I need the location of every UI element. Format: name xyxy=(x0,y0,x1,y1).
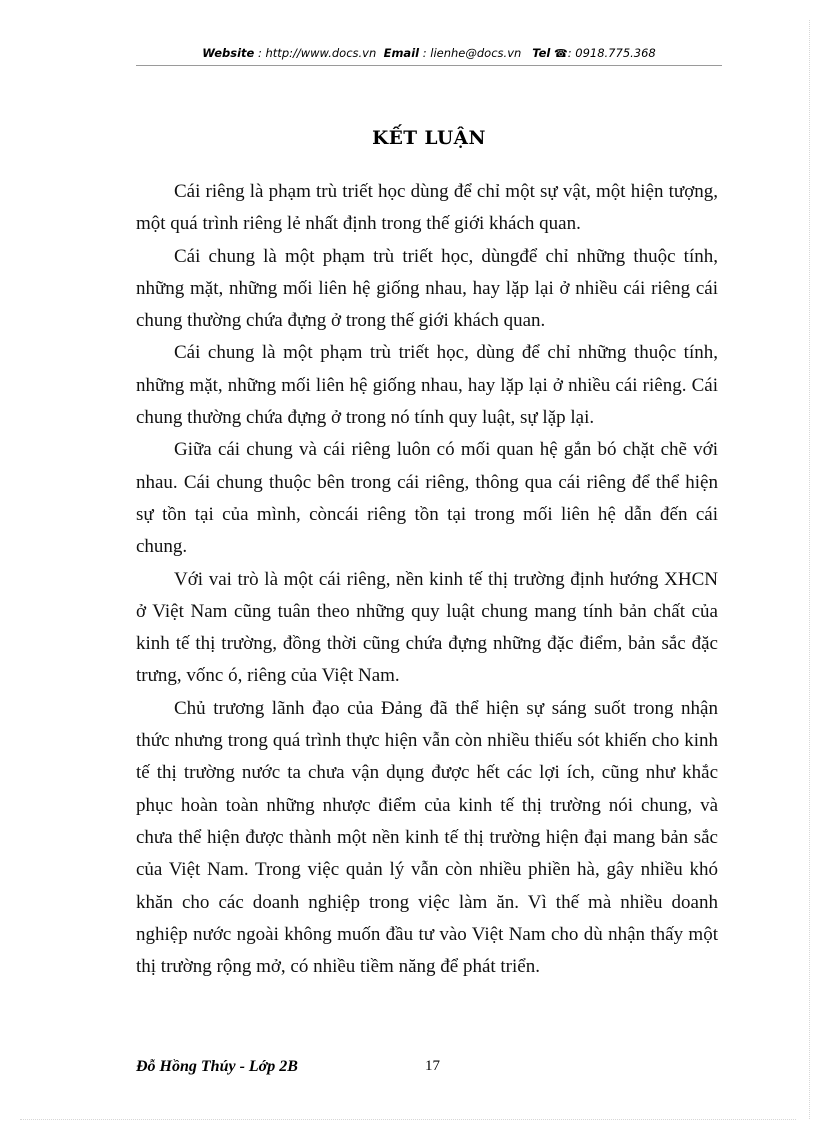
website-value: : http://www.docs.vn xyxy=(257,46,377,60)
paragraph: Giữa cái chung và cái riêng luôn có mối quan hệ gắn bó chặt chẽ với nhau. Cái chung thuộc bên trong cái riêng, thông qua cái riêng để thể hiện sự tồn tại của mình, còncái riêng tồn tại trong mối liên hệ dẫn đến cái chung. xyxy=(136,439,718,558)
page-border-right xyxy=(809,20,810,1119)
section-title: KẾT LUẬN xyxy=(372,128,486,149)
paragraph: Cái riêng là phạm trù triết học dùng để chỉ một sự vật, một hiện tượng, một quá trình riêng lẻ nhất định trong thế giới khách quan. xyxy=(136,181,718,235)
header-divider xyxy=(136,65,722,66)
paragraph: Cái chung là một phạm trù triết học, dùng để chỉ những thuộc tính, những mặt, những mối liên hệ giống nhau, hay lặp lại ở nhiều cái riêng. Cái chung thường chứa đựng ở trong nó tính quy luật, sự lặp lại. xyxy=(136,342,718,429)
tel-value: : 0918.775.368 xyxy=(567,46,656,60)
tel-label: Tel xyxy=(532,46,551,60)
paragraph: Cái chung là một phạm trù triết học, dùngđể chỉ những thuộc tính, những mặt, những mối liên hệ giống nhau, hay lặp lại ở nhiều cái riêng cái chung thường chứa đựng ở trong thế giới khách quan. xyxy=(136,245,718,332)
phone-icon: ☎ xyxy=(554,47,568,60)
page-header xyxy=(136,46,722,60)
page-number: 17 xyxy=(425,1058,440,1074)
page-border-bottom xyxy=(20,1119,796,1120)
email-value: : lienhe@docs.vn xyxy=(422,46,522,60)
body-text xyxy=(136,176,718,983)
footer-author: Đỗ Hồng Thúy - Lớp 2B xyxy=(136,1058,298,1075)
paragraph: Chủ trương lãnh đạo của Đảng đã thể hiện sự sáng suốt trong nhận thức nhưng trong quá trình thực hiện vẫn còn nhiều thiếu sót khiến cho kinh tế thị trường nước ta chưa vận dụng được hết các lợi ích, cũng như khắc phục hoàn toàn những nhược điểm của kinh tế thị trường nói chung, và chưa thể hiện được thành một nền kinh tế thị trường hiện đại mang bản sắc của Việt Nam. Trong việc quản lý vẫn còn nhiều phiền hà, gây nhiều khó khăn cho các doanh nghiệp trong việc làm ăn. Vì thế mà nhiều doanh nghiệp nước ngoài không muốn đầu tư vào Việt Nam cho dù nhận thấy một thị trường rộng mở, có nhiều tiềm năng để phát triển. xyxy=(136,697,718,978)
website-label: Website xyxy=(202,46,255,60)
paragraph: Với vai trò là một cái riêng, nền kinh tế thị trường định hướng XHCN ở Việt Nam cũng tuân theo những quy luật chung mang tính bản chất của kinh tế thị trường, đồng thời cũng chứa đựng những đặc điểm, bản sắc đặc trưng, vốnc ó, riêng của Việt Nam. xyxy=(136,568,718,687)
email-label: Email xyxy=(383,46,420,60)
